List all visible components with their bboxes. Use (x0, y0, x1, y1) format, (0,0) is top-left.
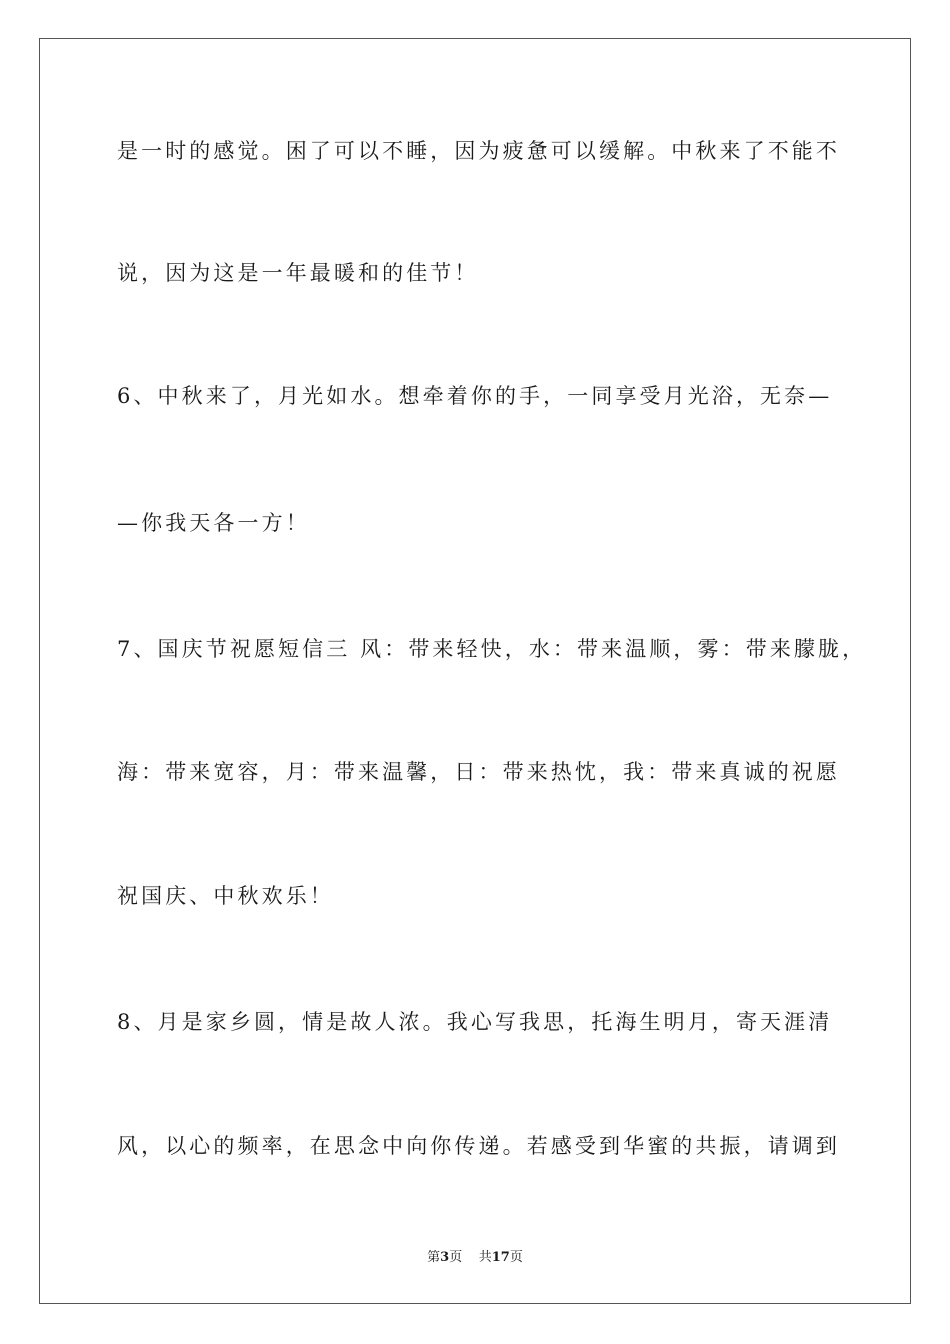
body-line-3: 6、中秋来了，月光如水。想牵着你的手，一同享受月光浴，无奈— (117, 384, 833, 408)
body-line-8: 8、月是家乡圆，情是故人浓。我心写我思，托海生明月，寄天涯清 (117, 1010, 833, 1034)
body-line-4: —你我天各一方！ (117, 511, 310, 535)
footer-page-number: 3 (440, 1250, 450, 1265)
body-line-2: 说，因为这是一年最暖和的佳节！ (117, 261, 479, 285)
page-border (39, 38, 911, 1304)
footer-total-suffix: 页 (509, 1250, 523, 1265)
body-line-1: 是一时的感觉。困了可以不睡，因为疲惫可以缓解。中秋来了不能不 (117, 139, 840, 163)
footer-total-pages: 17 (491, 1250, 510, 1265)
body-line-7: 祝国庆、中秋欢乐！ (117, 884, 334, 908)
footer-page-suffix: 页 (449, 1250, 463, 1265)
body-line-5: 7、国庆节祝愿短信三 风：带来轻快，水：带来温顺，雾：带来朦胧， (117, 637, 867, 661)
footer-total-prefix: 共 (478, 1250, 492, 1265)
body-line-9: 风，以心的频率，在思念中向你传递。若感受到华蜜的共振，请调到 (117, 1134, 840, 1158)
footer-page-prefix: 第 (427, 1250, 441, 1265)
body-line-6: 海：带来宽容，月：带来温馨，日：带来热忱，我：带来真诚的祝愿 (117, 760, 840, 784)
page-footer (0, 1249, 950, 1267)
